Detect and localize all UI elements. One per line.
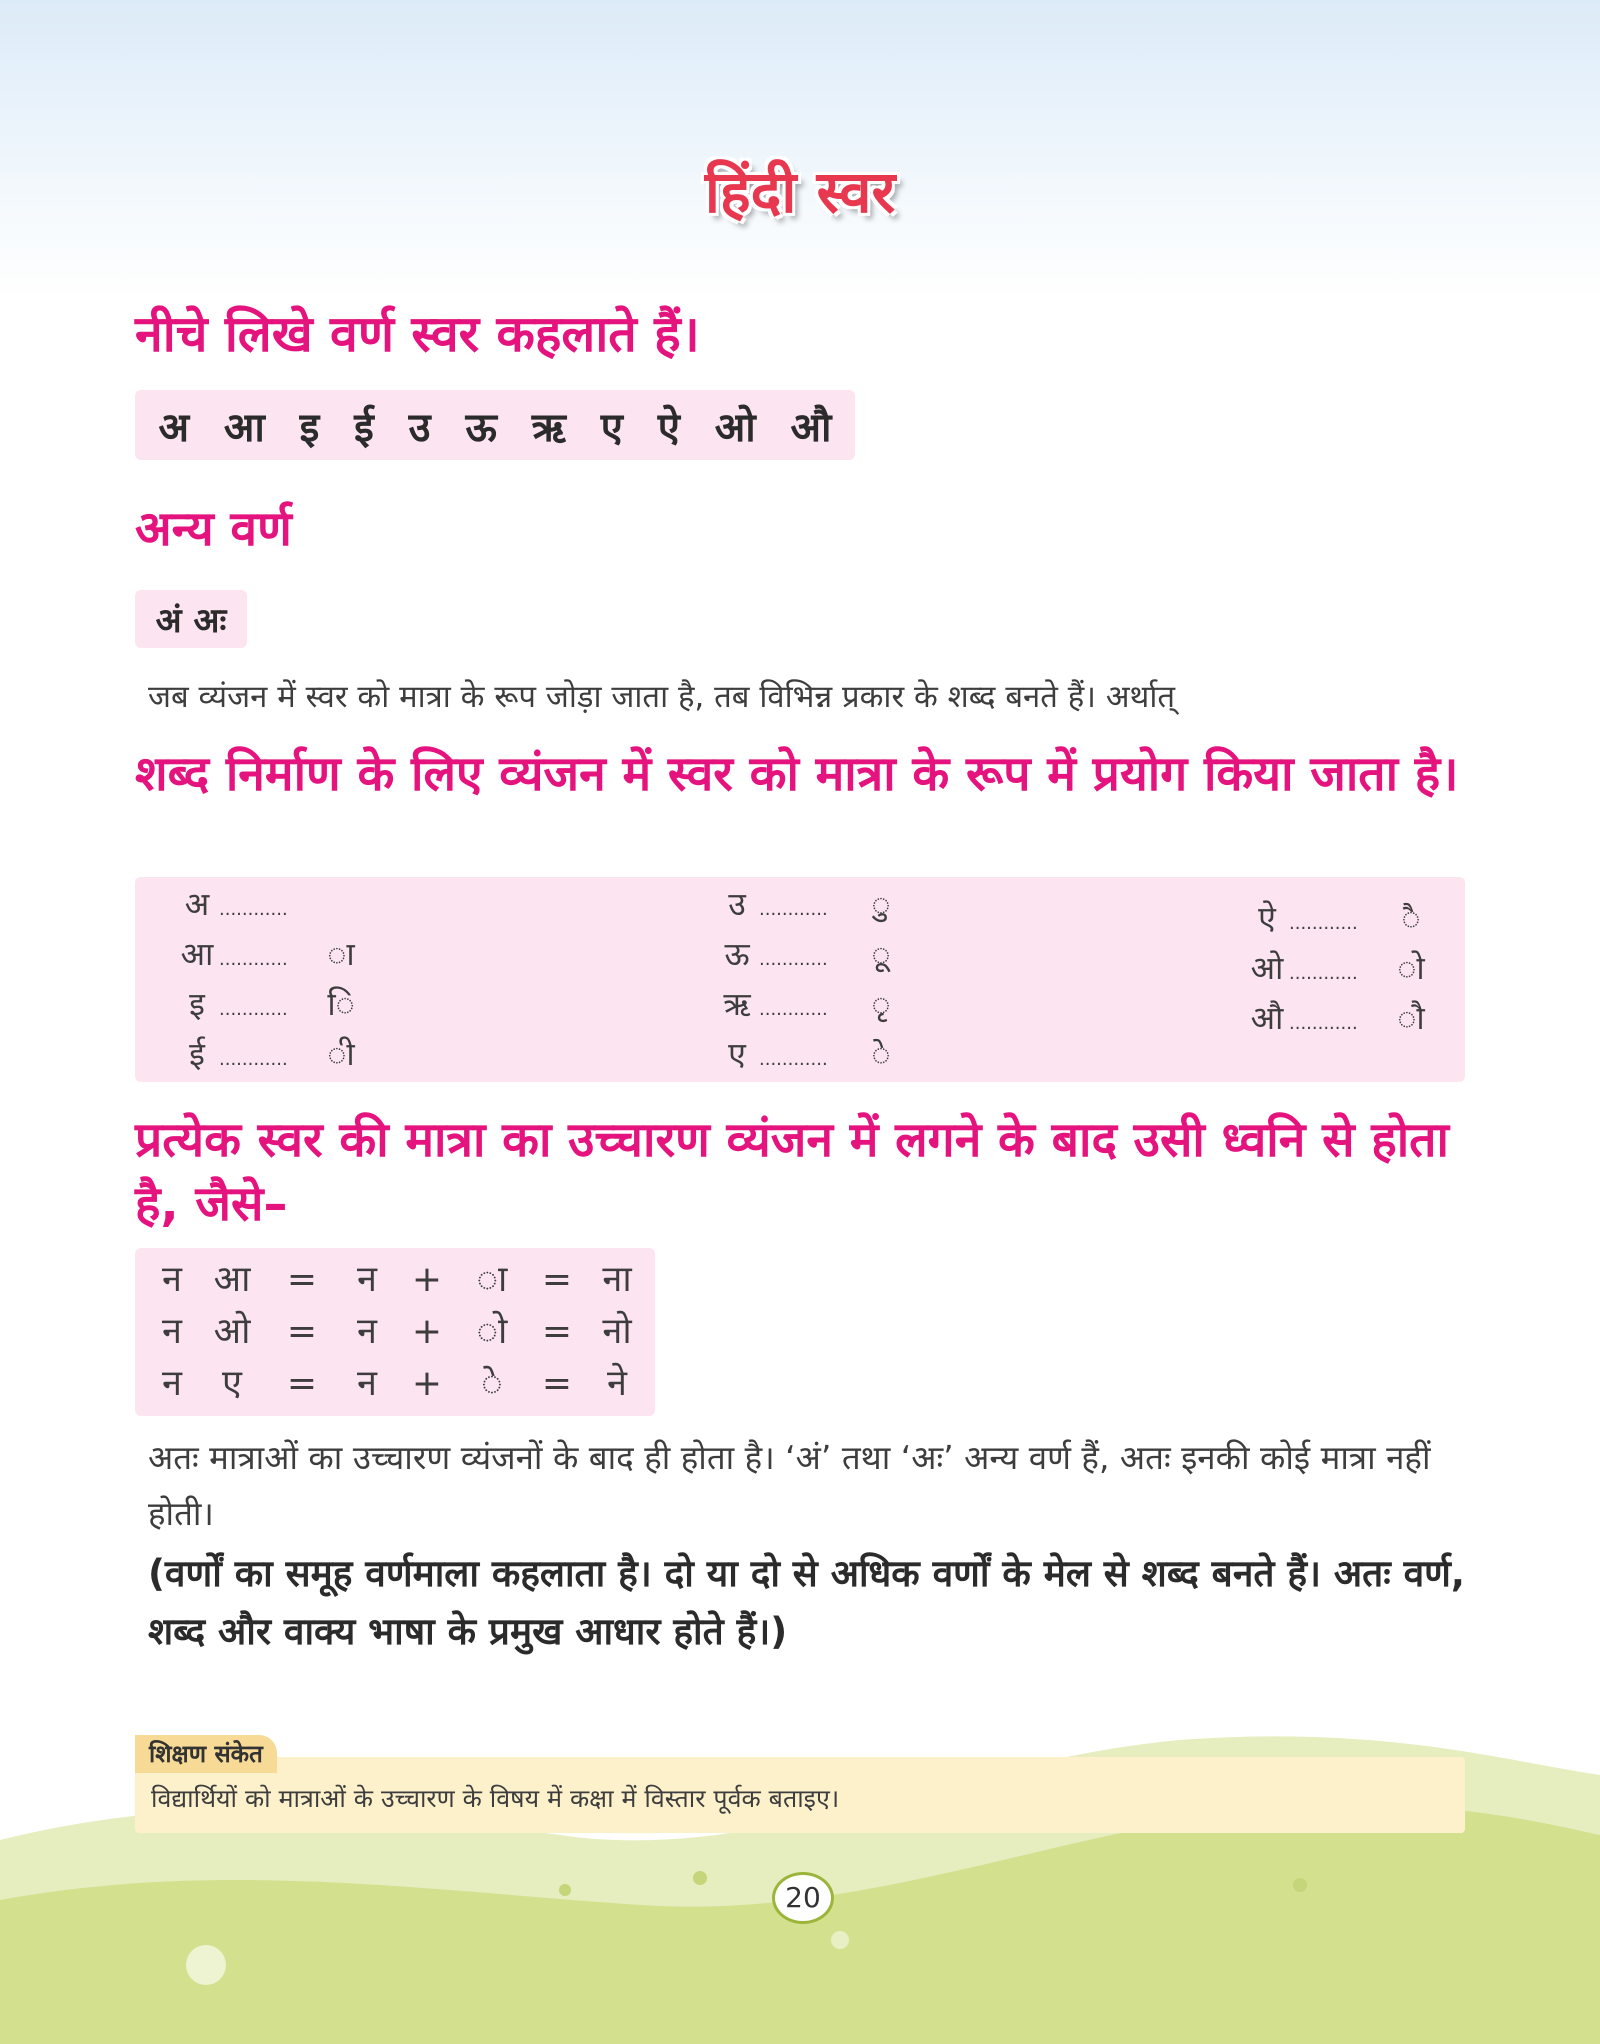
matra-dots: ............ [219, 899, 288, 920]
equation-token: = [541, 1259, 573, 1300]
equation-row [135, 1254, 655, 1306]
matra-vowel: अ [184, 885, 210, 923]
matra-sign: ◌ि [327, 985, 355, 1023]
matra-row [715, 879, 901, 929]
matra-vowel: ऐ [1258, 899, 1276, 937]
heading-vowels: नीचे लिखे वर्ण स्वर कहलाते हैं। [135, 305, 700, 363]
matra-vowel: ऊ [724, 935, 750, 973]
matra-row [175, 929, 361, 979]
equation-token: = [541, 1363, 573, 1404]
matra-sign: ◌ो [1397, 949, 1425, 987]
equation-token: ◌ा [476, 1259, 508, 1300]
page-title: हिंदी स्वर [704, 158, 896, 226]
equation-token: न [162, 1363, 182, 1404]
matra-dots: ............ [1289, 913, 1358, 934]
matra-vowel: ए [728, 1035, 746, 1073]
vowel-list [135, 390, 855, 460]
heading-other-letters: अन्य वर्ण [135, 501, 292, 557]
vowel-letter: उ [408, 404, 431, 451]
matra-sign: ◌े [871, 1035, 891, 1073]
other-letters-box: अं अः [135, 590, 247, 648]
matra-dots: ............ [219, 999, 288, 1020]
matra-sign: ◌ू [871, 935, 891, 973]
matra-sign: ◌ु [871, 885, 891, 923]
matra-vowel: उ [728, 885, 746, 923]
equation-token: ◌े [481, 1363, 503, 1404]
matra-dots: ............ [1289, 963, 1358, 984]
equation-token: न [162, 1259, 182, 1300]
heading-pronunciation: प्रत्येक स्वर की मात्रा का उच्चारण व्यंजन में लगने के बाद उसी ध्वनि से होता है, जैसे– [135, 1112, 1449, 1232]
matra-column-2 [715, 879, 901, 1079]
equation-token: + [411, 1311, 443, 1352]
matra-vowel: औ [1250, 999, 1284, 1037]
equation-row [135, 1306, 655, 1358]
matra-dots: ............ [759, 899, 828, 920]
vowel-letter: ए [600, 404, 623, 451]
matra-dots: ............ [759, 999, 828, 1020]
equation-token: ए [222, 1363, 242, 1404]
equation-table [135, 1248, 655, 1416]
equation-token: = [286, 1311, 318, 1352]
equation-token: = [541, 1311, 573, 1352]
equation-token: आ [213, 1259, 251, 1300]
matra-sign: ◌ौ [1397, 999, 1425, 1037]
matra-row [1245, 943, 1431, 993]
equation-token: ओ [213, 1311, 251, 1352]
matra-vowel: ई [189, 1035, 205, 1073]
equation-token: + [411, 1363, 443, 1404]
heading-word-formation: शब्द निर्माण के लिए व्यंजन में स्वर को मात्रा के रूप में प्रयोग किया जाता है। [135, 746, 1459, 802]
equation-token: ना [602, 1259, 632, 1300]
equation-row [135, 1358, 655, 1410]
matra-row [175, 1029, 361, 1079]
matra-column-3 [1245, 893, 1431, 1043]
vowel-letter: औ [790, 404, 832, 451]
matra-table [135, 877, 1465, 1082]
matra-column-1 [175, 879, 361, 1079]
equation-token: न [357, 1259, 377, 1300]
equation-token: ◌ो [476, 1311, 508, 1352]
matra-dots: ............ [219, 1049, 288, 1070]
matra-dots: ............ [1289, 1013, 1358, 1034]
equation-token: न [357, 1311, 377, 1352]
vowel-letter: ई [354, 404, 374, 451]
matra-sign: ◌ृ [871, 985, 891, 1023]
equation-token: न [162, 1311, 182, 1352]
matra-sign: ◌ी [327, 1035, 355, 1073]
equation-token: = [286, 1363, 318, 1404]
page-number: 20 [772, 1872, 834, 1924]
matra-sign: ◌ै [1401, 899, 1421, 937]
matra-dots: ............ [219, 949, 288, 970]
matra-row [1245, 893, 1431, 943]
vowel-letter: अ [158, 404, 189, 451]
matra-dots: ............ [759, 1049, 828, 1070]
pronunciation-paragraph: अतः मात्राओं का उच्चारण व्यंजनों के बाद ही होता है। ‘अं’ तथा ‘अः’ अन्य वर्ण हैं, अतः इनकी कोई मात्रा नहीं होती। [148, 1438, 1431, 1533]
vowel-letter: इ [299, 404, 320, 451]
equation-token: ने [607, 1363, 627, 1404]
matra-row [715, 1029, 901, 1079]
matra-vowel: इ [189, 985, 205, 1023]
matra-vowel: आ [180, 935, 214, 973]
matra-sign: ◌ा [327, 935, 355, 973]
matra-vowel: ऋ [723, 985, 751, 1023]
equation-token: न [357, 1363, 377, 1404]
alphabet-note-paragraph: (वर्णों का समूह वर्णमाला कहलाता है। दो या दो से अधिक वर्णों के मेल से शब्द बनते हैं। अतः वर्ण, शब्द और वाक्य भाषा के प्रमुख आधार होते हैं।) [148, 1552, 1465, 1653]
matra-row [175, 979, 361, 1029]
matra-dots: ............ [759, 949, 828, 970]
vowel-letter: ऋ [531, 404, 566, 451]
matra-row [715, 979, 901, 1029]
intro-paragraph: जब व्यंजन में स्वर को मात्रा के रूप जोड़ा जाता है, तब विभिन्न प्रकार के शब्द बनते हैं। अर्थात् [148, 679, 1176, 715]
teaching-note-body: विद्यार्थियों को मात्राओं के उच्चारण के विषय में कक्षा में विस्तार पूर्वक बताइए। [135, 1757, 1465, 1833]
equation-token: नो [602, 1311, 632, 1352]
vowel-letter: ओ [714, 404, 756, 451]
matra-vowel: ओ [1250, 949, 1284, 987]
equation-token: + [411, 1259, 443, 1300]
teaching-note-label: शिक्षण संकेत [135, 1735, 277, 1773]
vowel-letter: ऊ [465, 404, 497, 451]
matra-row [175, 879, 361, 929]
vowel-letter: ऐ [657, 404, 680, 451]
vowel-letter: आ [223, 404, 265, 451]
matra-row [715, 929, 901, 979]
matra-row [1245, 993, 1431, 1043]
equation-token: = [286, 1259, 318, 1300]
